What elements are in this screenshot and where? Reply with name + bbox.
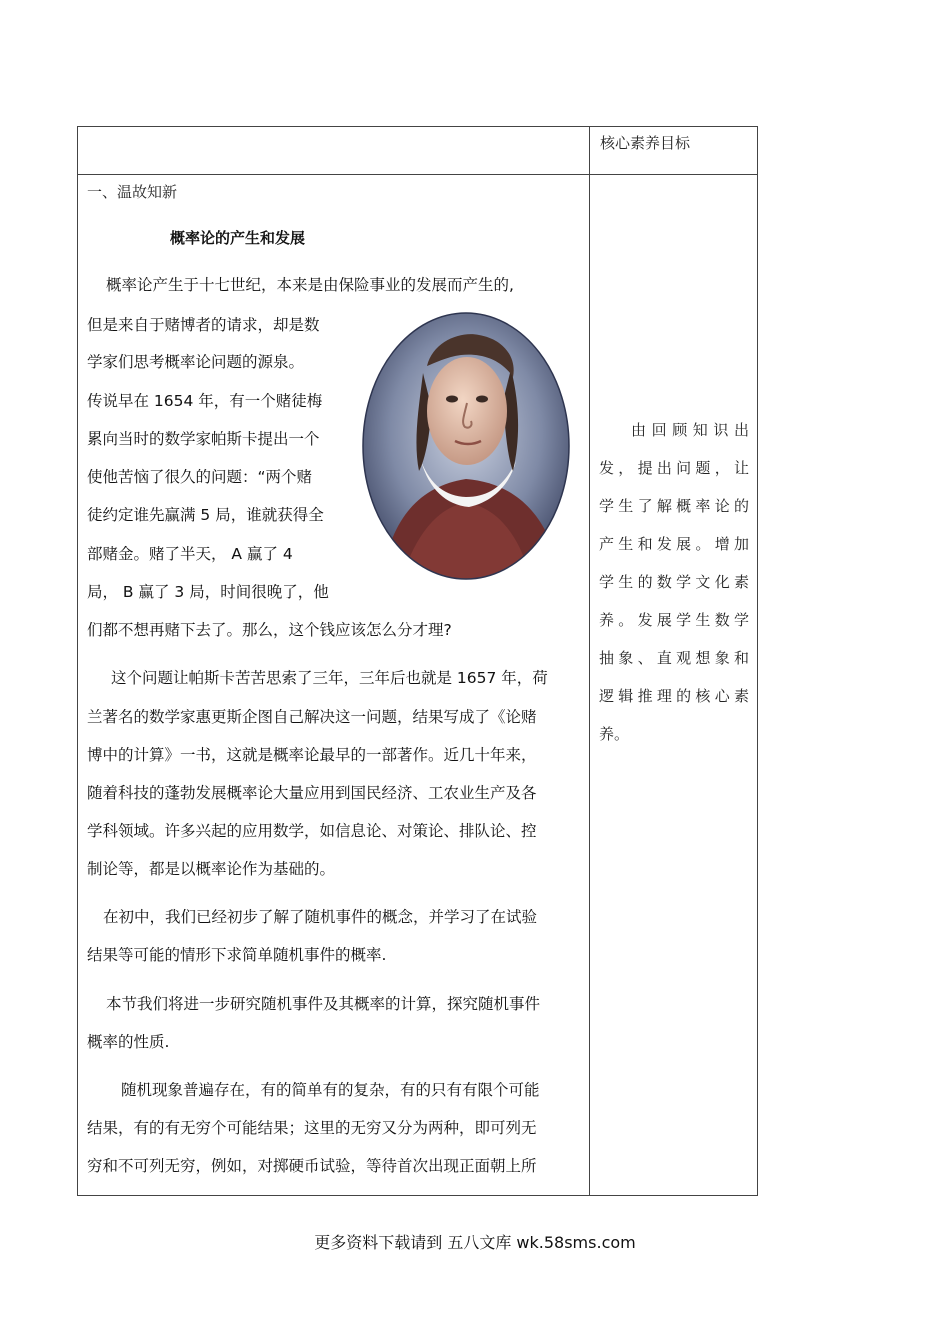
column-divider bbox=[589, 127, 590, 1195]
article-title: 概率论的产生和发展 bbox=[170, 229, 306, 247]
paragraph-line: 概率的性质. bbox=[87, 1033, 170, 1051]
paragraph-line: 制论等，都是以概率论作为基础的。 bbox=[87, 860, 336, 878]
section-heading: 一、温故知新 bbox=[87, 183, 178, 201]
core-literacy-line: 学生的数学文化素 bbox=[599, 573, 749, 591]
core-literacy-line: 发，提出问题，让 bbox=[599, 459, 749, 477]
paragraph-line: 随机现象普遍存在，有的简单有的复杂，有的只有有限个可能 bbox=[121, 1081, 540, 1099]
paragraph-line: 随着科技的蓬勃发展概率论大量应用到国民经济、工农业生产及各 bbox=[87, 784, 537, 802]
lesson-table bbox=[77, 126, 758, 1196]
paragraph-line: 穷和不可列无穷，例如，对掷硬币试验，等待首次出现正面朝上所 bbox=[87, 1157, 537, 1175]
core-literacy-line: 逻辑推理的核心素 bbox=[599, 687, 749, 705]
core-literacy-line: 学生了解概率论的 bbox=[599, 497, 749, 515]
paragraph-line: 学家们思考概率论问题的源泉。 bbox=[87, 353, 305, 371]
paragraph-line: 但是来自于赌博者的请求，却是数 bbox=[87, 316, 320, 334]
paragraph-line: 部赌金。赌了半天， A 赢了 4 bbox=[87, 545, 293, 563]
paragraph-line: 在初中，我们已经初步了解了随机事件的概念，并学习了在试验 bbox=[103, 908, 538, 926]
paragraph-line: 结果等可能的情形下求简单随机事件的概率. bbox=[87, 946, 387, 964]
core-literacy-line: 产生和发展。增加 bbox=[599, 535, 749, 553]
paragraph-line: 兰著名的数学家惠更斯企图自己解决这一问题，结果写成了《论赌 bbox=[87, 708, 537, 726]
core-literacy-header: 核心素养目标 bbox=[600, 134, 691, 152]
paragraph-line: 局， B 赢了 3 局，时间很晚了，他 bbox=[87, 583, 329, 601]
paragraph-line: 本节我们将进一步研究随机事件及其概率的计算，探究随机事件 bbox=[106, 995, 541, 1013]
core-literacy-line: 抽象、直观想象和 bbox=[599, 649, 749, 667]
portrait-image bbox=[361, 311, 571, 581]
paragraph-line: 使他苦恼了很久的问题：“两个赌 bbox=[87, 468, 313, 486]
paragraph-line: 概率论产生于十七世纪，本来是由保险事业的发展而产生的, bbox=[106, 276, 514, 294]
paragraph-line: 们都不想再赌下去了。那么，这个钱应该怎么分才理? bbox=[87, 621, 452, 639]
paragraph-line: 结果，有的有无穷个可能结果；这里的无穷又分为两种，即可列无 bbox=[87, 1119, 537, 1137]
core-literacy-line: 由回顾知识出 bbox=[631, 421, 749, 439]
core-literacy-line: 养。发展学生数学 bbox=[599, 611, 749, 629]
footer-download-link[interactable]: 更多资料下载请到 五八文库 wk.58sms.com bbox=[314, 1233, 636, 1252]
paragraph-line: 这个问题让帕斯卡苦苦思索了三年，三年后也就是 1657 年，荷 bbox=[111, 669, 548, 687]
paragraph-line: 累向当时的数学家帕斯卡提出一个 bbox=[87, 430, 320, 448]
header-row-divider bbox=[78, 174, 757, 175]
paragraph-line: 传说早在 1654 年，有一个赌徒梅 bbox=[87, 392, 323, 410]
paragraph-line: 博中的计算》一书，这就是概率论最早的一部著作。近几十年来， bbox=[87, 746, 537, 764]
core-literacy-line: 养。 bbox=[599, 725, 630, 743]
paragraph-line: 徒约定谁先赢满 5 局，谁就获得全 bbox=[87, 506, 324, 524]
paragraph-line: 学科领域。许多兴起的应用数学，如信息论、对策论、排队论、控 bbox=[87, 822, 537, 840]
